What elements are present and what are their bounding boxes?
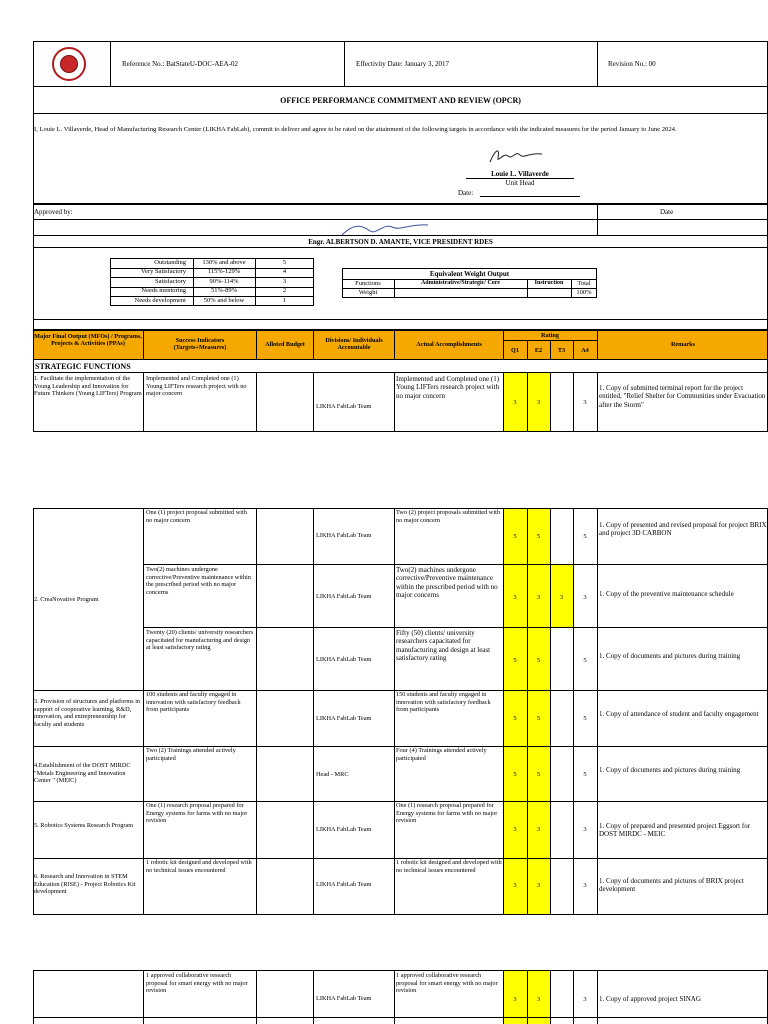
row3-mfo: 3. Provision of structures and platforms in support of cooperative learning, R&D, innovation, and entrepreneurship for faculty and students (34, 698, 141, 728)
university-seal-logo (52, 47, 86, 81)
row3-indicator: 100 students and faculty engaged in innovation with satisfactory feedback from participants (146, 691, 241, 714)
row6-e2: 3 (536, 882, 541, 889)
row2b-a4: 3 (583, 594, 587, 601)
weight-instruction-label: Instruction (534, 280, 564, 286)
row6-q1: 3 (513, 882, 517, 889)
row6-remarks: 1. Copy of documents and pictures of BRIX project development (599, 877, 744, 894)
col-budget: Alloted Budget (265, 341, 305, 348)
row5-indicator: One (1) research proposal prepared for Energy systems for farms with no major revision (146, 802, 248, 825)
col-e2: E2 (534, 347, 543, 354)
row2a-indicator: One (1) project proposal submitted with no major concern (146, 509, 247, 524)
reference-number: Reference No.: BatStateU-DOC-AEA-02 (122, 60, 239, 68)
scale-score-3: 2 (282, 287, 287, 294)
scale-score-1: 4 (282, 268, 287, 275)
row5-division: LIKHA FabLab Team (316, 826, 372, 833)
row5-remarks: 1. Copy of prepared and presented project Eggsort for DOST MIRDC - MEIC (599, 822, 751, 839)
unit-head-name: Louie L. Villaverde (491, 170, 549, 178)
row5-q1: 3 (513, 826, 517, 833)
col-mfo: Major Final Output (MFOs) / Programs, Projects & Activities (PPAs) (34, 333, 142, 348)
row1-indicator: Implemented and Completed one (1) Young LIFTers research project with no major concern (146, 375, 247, 398)
section-title: STRATEGIC FUNCTIONS (35, 362, 131, 371)
row3-actual: 150 students and faculty engaged in innovation with satisfactory feedback from participants (396, 691, 491, 714)
scale-range-4: 50% and below (203, 297, 245, 304)
row6-indicator: 1 robotic kit designed and developed with no technical issues encountered (146, 859, 252, 874)
row1-division: LIKHA FabLab Team (316, 403, 372, 410)
row4-remarks: 1. Copy of documents and pictures during training (599, 766, 741, 774)
row1-e2: 3 (536, 399, 541, 406)
row4-division: Head - MRC (316, 771, 349, 778)
row4-mfo: 4.Establishment of the DOST MIRDC "Metals Engineering and Innovation Center " (MEIC) (34, 762, 131, 785)
weight-admin-label: Administrative/Strategic/ Core (420, 280, 501, 286)
col-rating: Rating (541, 332, 559, 339)
row2c-remarks: 1. Copy of documents and pictures during training (599, 652, 741, 660)
row7-q1: 3 (513, 996, 517, 1003)
row5-a4: 3 (583, 826, 587, 833)
weight-row-label: Weight (358, 289, 378, 296)
weight-total-value: 100% (576, 289, 592, 296)
scale-range-1: 115%-129% (207, 268, 241, 275)
col-t3: T3 (557, 347, 566, 354)
row2c-division: LIKHA FabLab Team (316, 656, 372, 663)
approval-date-label: Date (660, 208, 674, 216)
row4-actual: Four (4) Trainings attended actively participated (396, 747, 487, 762)
scale-score-0: 5 (282, 259, 287, 266)
approver-signature (340, 221, 430, 239)
row6-actual: 1 robotic kit designed and developed with no technical issues encountered (396, 859, 502, 874)
row7-indicator: 1 approved collaborative research proposal for smart energy with no major revision (146, 972, 248, 995)
row2b-q1: 3 (513, 594, 517, 601)
unit-head-signature (486, 146, 546, 166)
row4-q1: 5 (513, 771, 517, 778)
scale-label-3: Needs mentoring (141, 287, 186, 294)
row2a-division: LIKHA FabLab Team (316, 532, 372, 539)
row5-e2: 3 (536, 826, 541, 833)
col-q1: Q1 (511, 347, 519, 354)
scale-label-1: Very Satisfactory (141, 268, 186, 275)
scale-label-4: Needs development (134, 297, 186, 304)
row2c-q1: 5 (513, 657, 517, 664)
row6-a4: 3 (583, 882, 587, 889)
row2a-a4: 5 (583, 533, 587, 540)
scale-range-2: 90%-114% (209, 278, 239, 285)
commitment-statement: I, Louie L. Villaverde, Head of Manufacturing Research Center (LIKHA FabLab), commit to deliver and agree to be rated on the attainment of the following targets in accordance with the indicated measures for the period January to June 2024. (34, 126, 677, 133)
scale-label-0: Outstanding (154, 259, 186, 266)
row7-actual: 1 approved collaborative research proposal for smart energy with no major revision (396, 972, 498, 995)
row1-q1: 3 (513, 399, 517, 406)
row3-e2: 5 (536, 715, 541, 722)
commitment-date-label: Date: (458, 189, 474, 197)
row5-actual: One (1) research proposal prepared for Energy systems for farms with no major revision (396, 802, 498, 825)
effectivity-date: Effectivity Date: January 3, 2017 (356, 60, 449, 68)
row2c-e2: 5 (536, 657, 541, 664)
col-remarks: Remarks (670, 341, 696, 348)
weight-functions-label: Functions (355, 280, 381, 287)
row2b-indicator: Two(2) machines undergone corrective/Preventive maintenance within the prescribed period with no major concerns (146, 566, 251, 596)
row4-a4: 5 (583, 771, 587, 778)
weight-table-title: Equivalent Weight Output (429, 270, 510, 278)
col-indicators: Success Indicators (Targets+Measures) (173, 337, 227, 352)
approver-name: Engr. ALBERTSON D. AMANTE, VICE PRESIDENT RDES (308, 238, 493, 246)
row2b-remarks: 1. Copy of the preventive maintenance schedule (599, 590, 734, 598)
row4-indicator: Two (2) Trainings attended actively participated (146, 747, 236, 762)
row3-a4: 5 (583, 715, 587, 722)
row7-a4: 3 (583, 996, 587, 1003)
revision-number: Revision No.: 00 (608, 60, 656, 68)
row7-e2: 3 (536, 996, 541, 1003)
row6-division: LIKHA FabLab Team (316, 881, 372, 888)
row1-a4: 3 (583, 399, 587, 406)
row7-remarks: 1. Copy of approved project SINAG (599, 995, 701, 1003)
scale-label-2: Satisfactory (154, 278, 186, 285)
row2c-indicator: Twenty (20) clients/ university researchers capacitated for manufacturing and design at least satisfactory rating (146, 629, 254, 652)
row1-remarks: 1. Copy of submitted terminal report for the project entitled, "Relief Shelter for Communities under Evacuation after the Storm" (599, 384, 766, 409)
row2b-division: LIKHA FabLab Team (316, 593, 372, 600)
row5-mfo: 5. Robotics Systems Research Program (34, 822, 134, 829)
weight-total-label: Total (577, 280, 591, 287)
row6-mfo: 6. Research and Innovation in STEM Education (RISE) - Project Robotics Kit development (34, 873, 136, 896)
col-actual: Actual Accomplishments (416, 341, 482, 348)
row2b-actual: Two(2) machines undergone corrective/Preventive maintenance within the prescribed period with no major concerns (396, 566, 498, 600)
row3-remarks: 1. Copy of attendance of student and faculty engagement (599, 710, 759, 718)
row2c-actual: Fifty (50) clients/ university researchers capacitated for manufacturing and design at least satisfactory rating (396, 629, 491, 663)
row2c-a4: 5 (583, 657, 587, 664)
seal-shield-icon (60, 55, 78, 73)
scale-range-3: 51%-89% (211, 287, 237, 294)
col-divisions: Divisions/ Individuals Accountable (325, 337, 383, 352)
row3-q1: 5 (513, 715, 517, 722)
row1-actual: Implemented and Completed one (1) Young LIFTers research project with no major concern (396, 375, 500, 400)
unit-head-position: Unit Head (505, 179, 535, 187)
scale-score-2: 3 (282, 278, 287, 285)
approved-by-label: Approved by: (34, 208, 73, 216)
col-a4: A4 (581, 347, 589, 354)
row2a-e2: 5 (536, 533, 541, 540)
row3-division: LIKHA FabLab Team (316, 715, 372, 722)
row2b-e2: 3 (536, 594, 541, 601)
row4-e2: 5 (536, 771, 541, 778)
row2b-t3: 3 (559, 594, 564, 601)
row1-mfo: 1. Facilitate the implementation of the Young Leadership and Innovation for Future Thinkers (Young LIFTers) Program (34, 375, 142, 398)
row2a-remarks: 1. Copy of presented and revised proposal for project BRIX and project 3D CARBON (599, 521, 767, 538)
creanovative-mfo: 2. CreaNovative Program (34, 596, 99, 603)
form-title: OFFICE PERFORMANCE COMMITMENT AND REVIEW (OPCR) (280, 96, 521, 105)
scale-range-0: 130% and above (202, 259, 246, 266)
scale-score-4: 1 (282, 297, 287, 304)
row2a-q1: 5 (513, 533, 517, 540)
row2a-actual: Two (2) project proposals submitted with no major concern (396, 509, 500, 524)
row7-division: LIKHA FabLab Team (316, 995, 372, 1002)
